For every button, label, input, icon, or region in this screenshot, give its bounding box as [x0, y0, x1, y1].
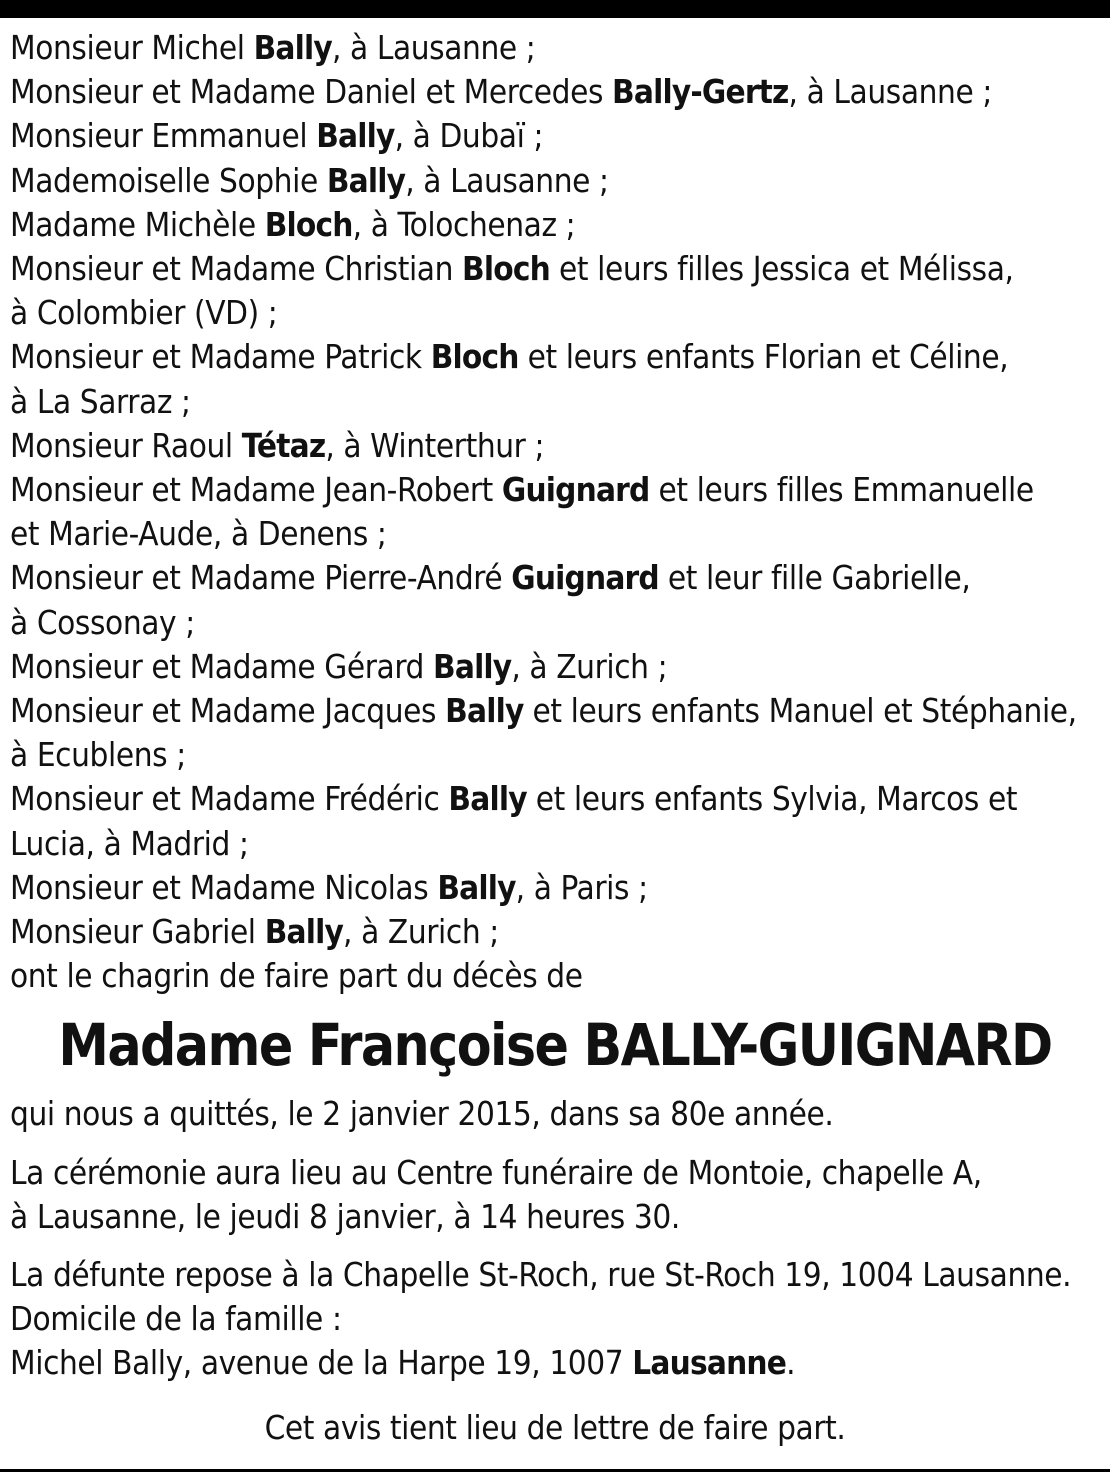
family-line-text: Mademoiselle Sophie — [10, 160, 327, 200]
family-surname: Bloch — [430, 337, 519, 377]
family-line-text: Madame Michèle — [10, 204, 265, 244]
family-line-rest: , à Zurich ; — [511, 646, 668, 686]
family-line-rest: , à Tolochenaz ; — [352, 204, 576, 244]
family-line-text: Monsieur et Madame Frédéric — [10, 779, 449, 819]
family-line-rest: , à Dubaï ; — [394, 116, 544, 156]
family-line — [10, 866, 1105, 910]
family-line-text: Monsieur et Madame Christian — [10, 249, 463, 289]
family-line-text: à Ecublens ; — [10, 735, 186, 775]
deceased-name: Madame Françoise BALLY-GUIGNARD — [58, 1011, 1052, 1080]
rest-line-3 — [10, 1341, 1105, 1385]
family-line-text: et Marie-Aude, à Denens ; — [10, 514, 387, 554]
family-line-text: Monsieur et Madame Jean-Robert — [10, 470, 502, 510]
family-line — [10, 645, 1105, 689]
family-line-text: à La Sarraz ; — [10, 381, 191, 421]
family-line-text: Monsieur Michel — [10, 28, 254, 67]
family-line-text: à Colombier (VD) ; — [10, 293, 278, 333]
family-surname: Bally-Gertz — [612, 72, 789, 112]
family-line-text: Monsieur Raoul — [10, 425, 242, 465]
family-line — [10, 777, 1105, 821]
family-line-rest: , à Zurich ; — [343, 912, 499, 952]
family-line-rest: et leurs enfants Sylvia, Marcos et — [526, 779, 1018, 819]
family-line-text: Monsieur et Madame Nicolas — [10, 867, 438, 907]
family-line — [10, 159, 1105, 203]
family-surname: Guignard — [501, 470, 650, 510]
family-line — [10, 954, 1105, 998]
family-line-rest: , à Lausanne ; — [788, 72, 992, 112]
ceremony-paragraph — [10, 1151, 1105, 1239]
family-line — [10, 380, 1105, 424]
family-line-text: Monsieur et Madame Jacques — [10, 691, 446, 731]
family-line-text: Monsieur et Madame Daniel et Mercedes — [10, 72, 613, 112]
family-surname: Bally — [326, 160, 406, 200]
family-line — [10, 910, 1105, 954]
family-line-text: Monsieur et Madame Gérard — [10, 646, 434, 686]
family-line-rest: et leurs filles Emmanuelle — [649, 470, 1034, 510]
rest-line-2: Domicile de la famille : — [10, 1299, 342, 1339]
death-date-line: qui nous a quittés, le 2 janvier 2015, dans sa 80e année. — [10, 1094, 834, 1134]
closing-note: Cet avis tient lieu de lettre de faire part. — [264, 1407, 846, 1447]
family-list — [10, 26, 1105, 998]
family-line-rest: , à Paris ; — [515, 867, 648, 907]
family-line — [10, 70, 1105, 114]
family-line-rest: et leur fille Gabrielle, — [658, 558, 971, 598]
address-text: Michel Bally, avenue de la Harpe 19, 1007 — [10, 1343, 633, 1383]
family-line-rest: et leurs filles Jessica et Mélissa, — [549, 249, 1014, 289]
top-rule — [0, 0, 1110, 18]
family-surname: Bally — [448, 779, 527, 819]
family-line-text: Lucia, à Madrid ; — [10, 823, 249, 863]
family-surname: Bally — [264, 912, 344, 952]
family-surname: Guignard — [511, 558, 659, 598]
family-line-text: ont le chagrin de faire part du décès de — [10, 956, 583, 996]
family-line-rest: , à Winterthur ; — [325, 425, 545, 465]
family-surname: Bally — [316, 116, 395, 156]
family-line-rest: et leurs enfants Manuel et Stéphanie, — [523, 691, 1077, 731]
death-notice — [10, 26, 1105, 1450]
family-line — [10, 733, 1105, 777]
family-line — [10, 291, 1105, 335]
family-line — [10, 689, 1105, 733]
address-city: Lausanne — [632, 1343, 787, 1383]
family-line — [10, 335, 1105, 379]
death-date-paragraph — [10, 1092, 1105, 1136]
family-surname: Bloch — [462, 249, 550, 289]
family-line — [10, 556, 1105, 600]
bottom-rule — [0, 1469, 1110, 1472]
family-line — [10, 601, 1105, 645]
family-line-text: Monsieur et Madame Patrick — [10, 337, 431, 377]
family-line — [10, 424, 1105, 468]
family-line-text: Monsieur et Madame Pierre-André — [10, 558, 512, 598]
rest-paragraph — [10, 1253, 1105, 1386]
address-period: . — [786, 1343, 796, 1383]
family-line — [10, 26, 1105, 70]
family-line — [10, 512, 1105, 556]
family-surname: Bally — [437, 867, 516, 907]
ceremony-line-2: à Lausanne, le jeudi 8 janvier, à 14 heures 30. — [10, 1196, 680, 1236]
family-line — [10, 114, 1105, 158]
family-line-rest: , à Lausanne ; — [405, 160, 609, 200]
family-line-text: à Cossonay ; — [10, 602, 195, 642]
family-line-text: Monsieur Emmanuel — [10, 116, 317, 156]
family-line-rest: , à Lausanne ; — [331, 28, 536, 67]
family-surname: Bally — [433, 646, 512, 686]
ceremony-line-1: La cérémonie aura lieu au Centre funéraire de Montoie, chapelle A, — [10, 1152, 982, 1192]
family-line — [10, 822, 1105, 866]
family-line — [10, 203, 1105, 247]
family-surname: Bloch — [264, 204, 353, 244]
family-surname: Bally — [445, 691, 524, 731]
family-line — [10, 247, 1105, 291]
family-line — [10, 468, 1105, 512]
family-surname: Bally — [253, 28, 332, 67]
family-line-rest: et leurs enfants Florian et Céline, — [518, 337, 1009, 377]
rest-line-1: La défunte repose à la Chapelle St-Roch, rue St-Roch 19, 1004 Lausanne. — [10, 1255, 1072, 1295]
family-surname: Tétaz — [241, 425, 326, 465]
family-line-text: Monsieur Gabriel — [10, 912, 265, 952]
